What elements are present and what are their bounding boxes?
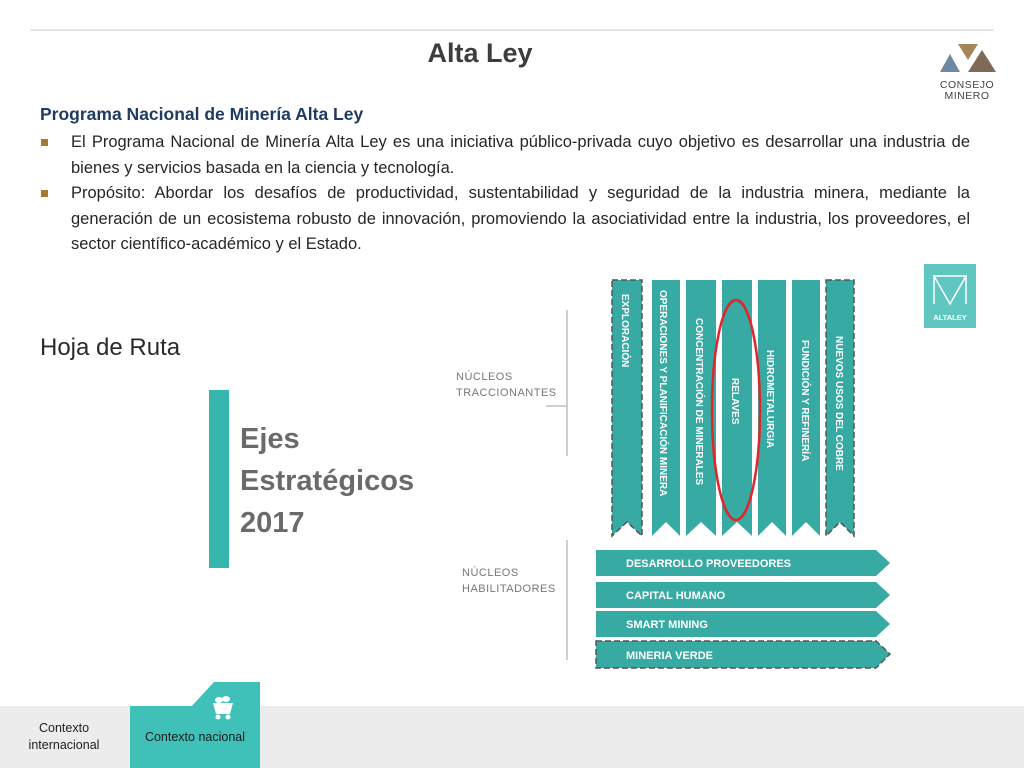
bullet-text: El Programa Nacional de Minería Alta Ley es una iniciativa público-privada cuyo objetivo es desarrollar una industria de bienes y servicios basada en la ciencia y tecnología.	[71, 133, 970, 177]
traccionantes-label-line2: TRACCIONANTES	[456, 387, 557, 399]
logo-line2: MINERO	[944, 90, 990, 102]
column-label: OPERACIONES Y PLANIFICACIÓN MINERA	[657, 290, 668, 497]
roadmap-heading: Hoja de Ruta	[40, 334, 181, 361]
bullet-item	[40, 130, 970, 181]
column-label: FUNDICIÓN Y REFINERÍA	[799, 340, 810, 462]
bullet-square-icon	[41, 139, 48, 146]
tab-contexto-nacional-label: Contexto nacional	[144, 730, 246, 744]
column-label: CONCENTRACIÓN DE MINERALES	[693, 318, 704, 486]
ejes-accent-bar	[209, 390, 229, 568]
bullet-square-icon	[41, 190, 48, 197]
column-label: RELAVES	[729, 378, 740, 425]
logo-text	[936, 80, 998, 102]
column-fundicion	[792, 280, 820, 536]
altaley-badge-label: ALTALEY	[933, 313, 967, 322]
column-label: NUEVOS USOS DEL COBRE	[833, 336, 844, 471]
ejes-title	[240, 418, 414, 544]
row-mineria-verde	[596, 641, 890, 668]
top-divider	[30, 29, 994, 31]
tab-contexto-nacional[interactable]	[130, 706, 260, 768]
consejo-minero-logo	[936, 40, 998, 106]
column-exploracion	[612, 280, 642, 536]
logo-triangles-icon	[936, 40, 998, 76]
bullet-item	[40, 181, 970, 258]
ejes-diagram	[440, 258, 1000, 678]
column-operaciones	[652, 280, 680, 536]
row-desarrollo-proveedores	[596, 550, 890, 576]
mine-cart-icon	[209, 694, 237, 722]
tab-contexto-internacional-label: Contexto internacional	[28, 721, 100, 752]
page-title: Alta Ley	[427, 38, 533, 68]
bullet-text: Propósito: Abordar los desafíos de productividad, sustentabilidad y seguridad de la industria minera, mediante la generación de un ecosistema robusto de innovación, promoviendo la asociatividad entre la industria, los proveedores, el sector científico-académico y el Estado.	[71, 184, 970, 253]
tab-contexto-internacional[interactable]	[0, 706, 128, 768]
row-label: DESARROLLO PROVEEDORES	[626, 558, 792, 570]
altaley-badge	[924, 264, 976, 328]
row-label: SMART MINING	[626, 619, 708, 631]
habilitadores-label-line2: HABILITADORES	[462, 583, 556, 595]
column-nuevos-usos	[826, 280, 854, 536]
row-capital-humano	[596, 582, 890, 608]
program-bullets	[40, 130, 970, 258]
row-smart-mining	[596, 611, 890, 637]
logo-line1: CONSEJO	[939, 79, 995, 91]
ejes-line2: Estratégicos	[240, 465, 415, 497]
row-label: CAPITAL HUMANO	[626, 590, 726, 602]
ejes-line1: Ejes	[240, 423, 300, 455]
habilitadores-label-line1: NÚCLEOS	[462, 567, 519, 579]
column-label: EXPLORACIÓN	[619, 294, 630, 368]
traccionantes-label-line1: NÚCLEOS	[456, 371, 513, 383]
program-heading: Programa Nacional de Minería Alta Ley	[40, 104, 364, 124]
column-label: HIDROMETALURGIA	[764, 350, 775, 449]
ejes-year: 2017	[240, 507, 305, 539]
row-label: MINERIA VERDE	[626, 650, 713, 662]
column-relaves	[722, 280, 752, 536]
column-hidrometalurgia	[758, 280, 786, 536]
